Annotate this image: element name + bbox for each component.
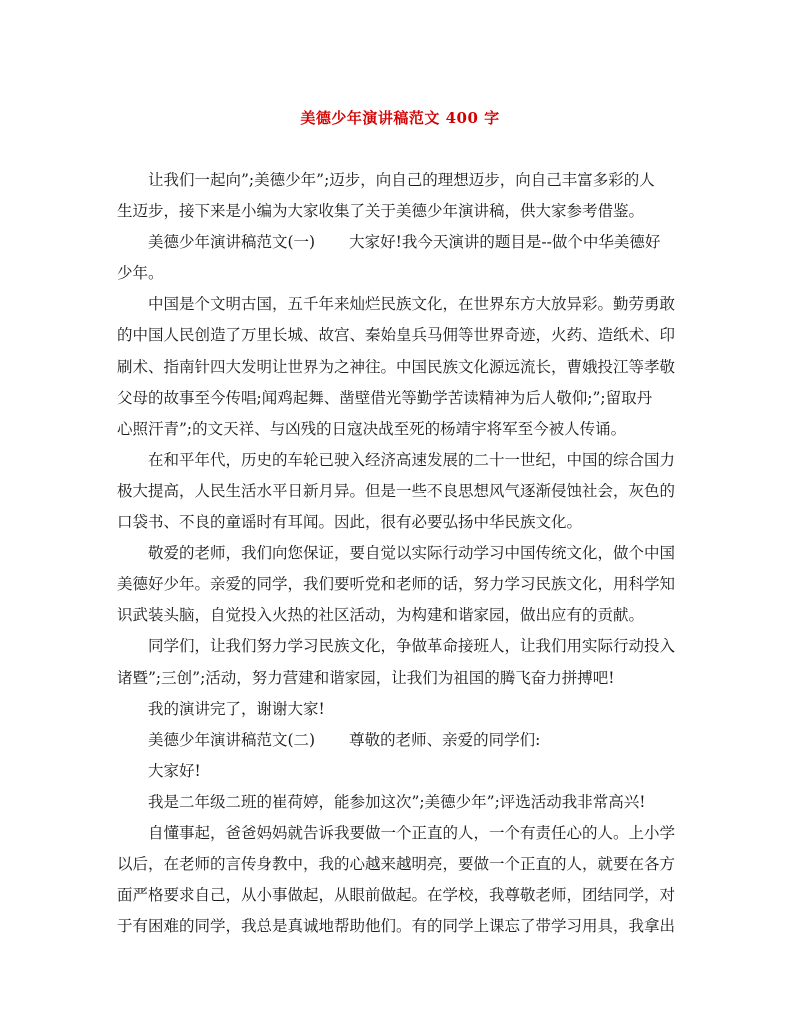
- paragraph-line: 的中国人民创造了万里长城、故宫、秦始皇兵马佣等世界奇迹，火药、造纸术、印: [117, 326, 676, 345]
- paragraph-line: 敬爱的老师，我们向您保证，要自觉以实际行动学习中国传统文化，做个中国: [148, 544, 676, 563]
- paragraph-line: 大家好!: [148, 761, 201, 780]
- paragraph-line: 少年。: [117, 264, 164, 283]
- section-heading-line: [117, 227, 683, 258]
- paragraph-line: 口袋书、不良的童谣时有耳闻。因此，很有必要弘扬中华民族文化。: [117, 513, 583, 532]
- paragraph-line: 同学们，让我们努力学习民族文化，争做革命接班人，让我们用实际行动投入: [148, 637, 676, 656]
- document-title: 美德少年演讲稿范文 400 字: [300, 109, 500, 127]
- paragraph-line: 生迈步，接下来是小编为大家收集了关于美德少年演讲稿，供大家参考借鉴。: [117, 202, 645, 221]
- paragraph-line: 识武装头脑，自觉投入火热的社区活动，为构建和谐家园，做出应有的贡献。: [117, 606, 645, 625]
- paragraph-line: 在和平年代，历史的车轮已驶入经济高速发展的二十一世纪，中国的综合国力: [148, 450, 676, 469]
- section-heading: 美德少年演讲稿范文(二): [148, 730, 316, 749]
- paragraph-line: 美德好少年。亲爱的同学，我们要听党和老师的话，努力学习民族文化，用科学知: [117, 575, 676, 594]
- paragraph-line: 自懂事起，爸爸妈妈就告诉我要做一个正直的人，一个有责任心的人。上小学: [148, 823, 676, 842]
- paragraph-text: 大家好!我今天演讲的题目是--做个中华美德好: [349, 233, 661, 252]
- document-body: [117, 165, 683, 942]
- paragraph-line: 以后，在老师的言传身教中，我的心越来越明亮，要做一个正直的人，就要在各方: [117, 855, 676, 874]
- paragraph-line: 我的演讲完了，谢谢大家!: [148, 699, 325, 718]
- section-heading: 美德少年演讲稿范文(一): [148, 233, 316, 252]
- paragraph-line: 极大提高，人民生活水平日新月异。但是一些不良思想风气逐渐侵蚀社会，灰色的: [117, 481, 676, 500]
- paragraph-line: 我是二年级二班的崔荷婷，能参加这次”;美德少年”;评选活动我非常高兴!: [148, 792, 646, 811]
- paragraph-line: 面严格要求自己，从小事做起，从眼前做起。在学校，我尊敬老师，团结同学，对: [117, 886, 676, 905]
- paragraph-line: 刷术、指南针四大发明让世界为之神往。中国民族文化源远流长，曹娥投江等孝敬: [117, 357, 676, 376]
- paragraph-text: 尊敬的老师、亲爱的同学们:: [349, 730, 541, 749]
- paragraph-line: 中国是个文明古国，五千年来灿烂民族文化，在世界东方大放异彩。勤劳勇敢: [148, 295, 676, 314]
- paragraph-line: 让我们一起向”;美德少年”;迈步，向自己的理想迈步，向自己丰富多彩的人: [148, 171, 655, 189]
- paragraph-line: 父母的故事至今传唱;闻鸡起舞、凿壁借光等勤学苦读精神为后人敬仰;”;留取丹: [117, 388, 653, 407]
- section-heading-line: [117, 725, 683, 756]
- paragraph-line: 于有困难的同学，我总是真诚地帮助他们。有的同学上课忘了带学习用具，我拿出: [117, 917, 676, 936]
- paragraph-line: 心照汗青”;的文天祥、与凶残的日寇决战至死的杨靖宇将军至今被人传诵。: [117, 419, 627, 438]
- paragraph-line: 诸暨”;三创”;活动，努力营建和谐家园，让我们为祖国的腾飞奋力拼搏吧!: [117, 668, 615, 687]
